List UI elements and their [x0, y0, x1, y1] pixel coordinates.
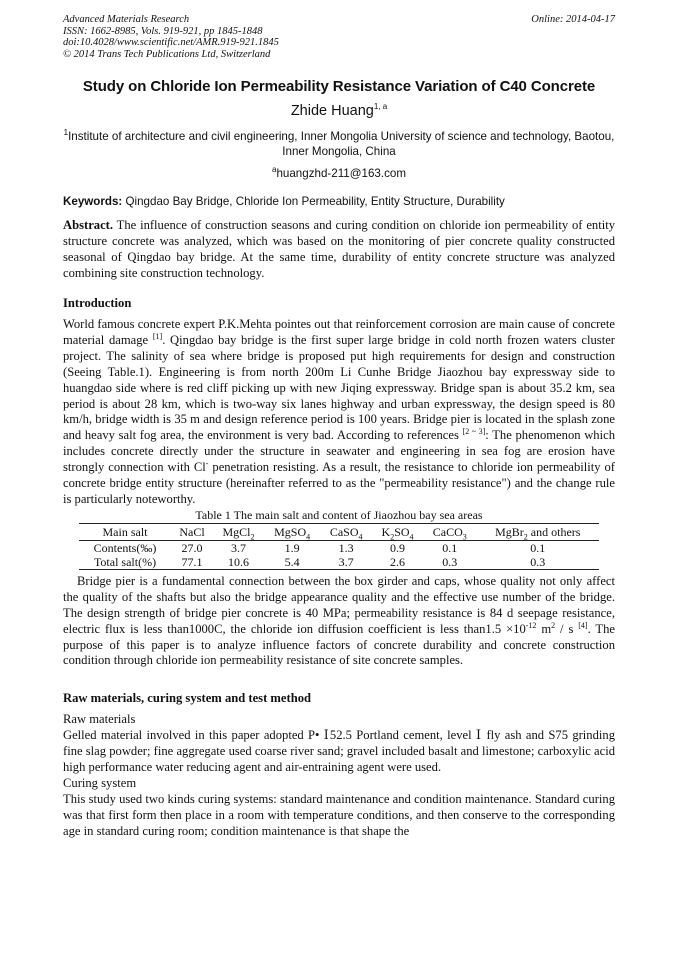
exponent-sup: 2 — [551, 620, 556, 630]
exponent-sup: -12 — [525, 620, 537, 630]
intro-paragraph-2 — [63, 574, 615, 669]
citation-ref-3: [4] — [578, 620, 588, 630]
table-cell: 27.0 — [181, 540, 203, 555]
author-sup: 1, a — [373, 102, 388, 112]
subheading-curing-system: Curing system — [63, 775, 137, 790]
citation-ref-1: [1] — [152, 331, 163, 341]
curing-system-paragraph: This study used two kinds curing systems: standard maintenance and condition maintenance. Standard curing was that first form then place in a room with temperature conditions, and then conserve to the corresponding age in standard curing room; condition maintenance is that shape the — [63, 791, 615, 838]
intro-p1-text-c: : The phenomenon which includes concrete directly under the structure in seawater and engineering in sea fog are erosion have strongly connection with Cl — [63, 428, 615, 475]
intro-p2-text-b: m — [536, 621, 552, 636]
table-cell: Total salt(%) — [79, 555, 171, 570]
author-name: Zhide Huang — [290, 103, 374, 120]
doi-line: doi:10.4028/www.scientific.net/AMR.919-921.1845 — [63, 37, 279, 49]
table-cell: 5.4 — [264, 555, 320, 570]
section-heading-methods: Raw materials, curing system and test method — [63, 691, 312, 706]
table-header-cell: Main salt — [79, 523, 171, 540]
table-caption: Table 1 The main salt and content of Jiaozhou bay sea areas — [195, 507, 483, 522]
table-header-cell: CaSO$_4$ — [320, 523, 372, 540]
paper-page — [63, 14, 615, 840]
table-cell: 2.6 — [372, 555, 423, 570]
intro-paragraph-1 — [63, 317, 615, 508]
table-cell: 0.3 — [423, 555, 477, 570]
intro-p2-text-d: . The purpose of this paper is to analyze influence factors of concrete durability and concrete construction condition through chloride ion permeability resistance of site concrete samples. — [63, 621, 615, 668]
keywords-label: Keywords: — [63, 195, 123, 209]
affiliation — [63, 129, 615, 159]
intro-p1-text-d: penetration resisting. As a result, the resistance to chloride ion permeability of concrete bridge entity structure (hereinafter referred to as the "permeability resistance") and the change rule is particularly noteworthy. — [63, 460, 616, 506]
table-cell: 0.3 — [477, 555, 599, 570]
intro-p1-text-a: World famous concrete expert P.K.Mehta pointes out that reinforcement corrosion are main cause of concrete material damage — [63, 317, 615, 347]
table-cell: 0.1 — [442, 540, 458, 555]
table-cell: 3.7 — [230, 540, 246, 555]
email-address[interactable]: huangzhd-211@163.com — [276, 167, 406, 181]
journal-header — [63, 14, 615, 60]
affiliation-sup: 1 — [63, 128, 69, 138]
subheading-raw-materials: Raw materials — [63, 712, 136, 727]
table-header-cell: CaCO$_3$ — [423, 523, 477, 540]
paper-title: Study on Chloride Ion Permeability Resistance Variation of C40 Concrete — [82, 78, 596, 96]
table-cell: Contents(‰) — [93, 540, 157, 555]
table-cell: 1.3 — [338, 540, 354, 555]
table-cell: 77.1 — [171, 555, 213, 570]
table-row — [79, 540, 599, 555]
email-line — [63, 167, 615, 180]
table-cell: 0.9 — [390, 540, 406, 555]
keywords-text: Qingdao Bay Bridge, Chloride Ion Permeability, Entity Structure, Durability — [125, 195, 505, 209]
table-cell: 0.1 — [530, 540, 546, 555]
intro-p1-text-b: . Qingdao bay bridge is the first super large bridge in cold north frozen waters cluster project. The salinity of sea where bridge is proposed put high requirements for design and construction (Seeing Table.1). Engineering is from north 200m Li Cunhe Bridge Jiaozhou bay expressway side to huangdao side where is red cliff picking up with new Jiqing expressway. Bridge span is about 35.2 km, sea period is about 28 km, which is two-way six lanes highway and urban expressway, the design speed is 80 km/h, bridge width is 35 m and design reference period is 100 years. Bridge pier is located in the splash zone and heavy salt fog area, the environment is very bad. According to references — [63, 332, 615, 443]
table-row — [79, 555, 599, 570]
author-line — [63, 103, 615, 119]
table-cell: 1.9 — [284, 540, 300, 555]
issn-line: ISSN: 1662-8985, Vols. 919-921, pp 1845-1848 — [63, 25, 263, 37]
table-header-cell: $K_2SO_4$ — [372, 523, 423, 540]
chloride-charge-sup: - — [205, 458, 209, 468]
online-date: Online: 2014-04-17 — [531, 14, 615, 25]
email-sup: a — [272, 165, 277, 175]
section-heading-introduction: Introduction — [63, 296, 132, 310]
table-cell: 3.7 — [320, 555, 372, 570]
copyright-line: © 2014 Trans Tech Publications Ltd, Switzerland — [63, 48, 271, 60]
table-header-cell: MgCl$_2$ — [213, 523, 264, 540]
affiliation-text: Institute of architecture and civil engineering, Inner Mongolia University of science and technology, Baotou, Inner Mongolia, China — [68, 130, 615, 159]
raw-materials-paragraph: Gelled material involved in this paper adopted P• Ⅰ52.5 Portland cement, level Ⅰ fly ash and S75 grinding fine slag powder; fine aggregate used coarse river sand; gravel included basalt and limestone; carboxylic acid high performance water reducing agent and air-entraining agent were used. — [63, 728, 615, 775]
citation-ref-2: [2 ~ 3] — [462, 427, 486, 437]
intro-p2-text-c: / s — [555, 621, 579, 636]
table-header-cell: MgSO$_4$ — [264, 523, 320, 540]
intro-p2-text-a: Bridge pier is a fundamental connection between the box girder and caps, whose quality not only affect the quality of the shafts but also the bridge appearance quality and the effective use number of the bridge. The design strength of bridge pier concrete is 40 MPa; permeability resistance is 84 d seepage resistance, electric flux is less than1000C, the chloride ion diffusion coefficient is less than1.5 ×10 — [63, 573, 615, 636]
table-cell: 10.6 — [213, 555, 264, 570]
abstract-text: The influence of construction seasons and curing condition on chloride ion permeability of entity structure concrete was analyzed, which was based on the monitoring of pier concrete quality constructed seasonal of Qingdao bay bridge. At the same time, durability of entity concrete structure was analyzed combining site construction technology. — [63, 218, 615, 281]
journal-name: Advanced Materials Research — [63, 14, 190, 25]
table-header-row — [79, 523, 599, 540]
salt-content-table — [79, 523, 599, 570]
keywords — [63, 195, 615, 208]
table-header-cell: MgBr$_2$ and others — [477, 523, 599, 540]
abstract — [63, 218, 615, 282]
table-header-cell: NaCl — [171, 523, 213, 540]
abstract-label: Abstract. — [63, 218, 114, 233]
